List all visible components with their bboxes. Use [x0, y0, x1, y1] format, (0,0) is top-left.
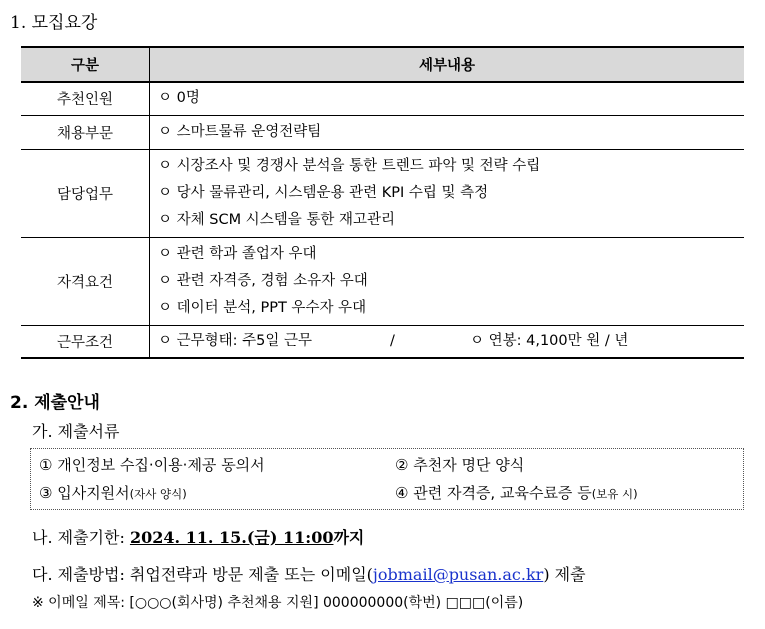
header-details: 세부내용 [150, 47, 745, 82]
row-label: 담당업무 [21, 149, 150, 237]
deadline-date: 2024. 11. 15.(금) 11:00 [129, 528, 334, 547]
row-detail-line: ㅇ 시장조사 및 경쟁사 분석을 통한 트렌드 파악 및 전략 수립 [158, 157, 541, 174]
work-type: ㅇ 근무형태: 주5일 근무 [158, 332, 313, 349]
row-label: 채용부문 [21, 115, 150, 149]
row-detail-line: ㅇ 관련 학과 졸업자 우대 [158, 245, 317, 262]
table-row [21, 82, 744, 115]
table-row [21, 115, 744, 149]
table-row [21, 149, 744, 237]
documents-heading: 가. 제출서류 [32, 422, 120, 441]
document-item: ① 개인정보 수집·이용·제공 동의서 [39, 456, 265, 474]
header-category: 구분 [21, 47, 150, 82]
row-detail-line: ㅇ 스마트물류 운영전략팀 [158, 123, 322, 140]
documents-box [30, 448, 744, 510]
submission-method: 다. 제출방법: 취업전략과 방문 제출 또는 이메일(jobmail@pusan.ac.kr) 제출 [32, 565, 586, 584]
row-label: 자격요건 [21, 237, 150, 325]
section-2-title: 2. 제출안내 [10, 393, 100, 413]
email-subject-note: ※ 이메일 제목: [○○○(회사명) 추천채용 지원] 000000000(학번) □□□(이름) [32, 595, 524, 611]
document-item: ② 추천자 명단 양식 [395, 456, 525, 474]
salary: ㅇ 연봉: 4,100만 원 / 년 [470, 332, 629, 349]
table-header-row [21, 47, 744, 82]
row-detail-line: ㅇ 관련 자격증, 경험 소유자 우대 [158, 272, 368, 289]
row-detail-line: ㅇ 데이터 분석, PPT 우수자 우대 [158, 299, 367, 316]
row-detail-line: ㅇ 0명 [158, 90, 200, 107]
document-item: ④ 관련 자격증, 교육수료증 등(보유 시) [395, 484, 638, 502]
recruitment-table [21, 46, 744, 359]
table-row [21, 237, 744, 325]
row-detail-line: ㅇ 당사 물류관리, 시스템운용 관련 KPI 수립 및 측정 [158, 184, 489, 201]
row-label: 근무조건 [21, 325, 150, 358]
document-item: ③ 입사지원서(자사 양식) [39, 484, 187, 502]
deadline: 나. 제출기한: 2024. 11. 15.(금) 11:00까지 [32, 528, 365, 547]
row-detail-line: ㅇ 자체 SCM 시스템을 통한 재고관리 [158, 211, 395, 228]
email-link[interactable]: jobmail@pusan.ac.kr [372, 565, 544, 584]
separator: / [390, 332, 395, 349]
table-row [21, 325, 744, 358]
section-1-title: 1. 모집요강 [10, 13, 98, 33]
row-label: 추천인원 [21, 82, 150, 115]
